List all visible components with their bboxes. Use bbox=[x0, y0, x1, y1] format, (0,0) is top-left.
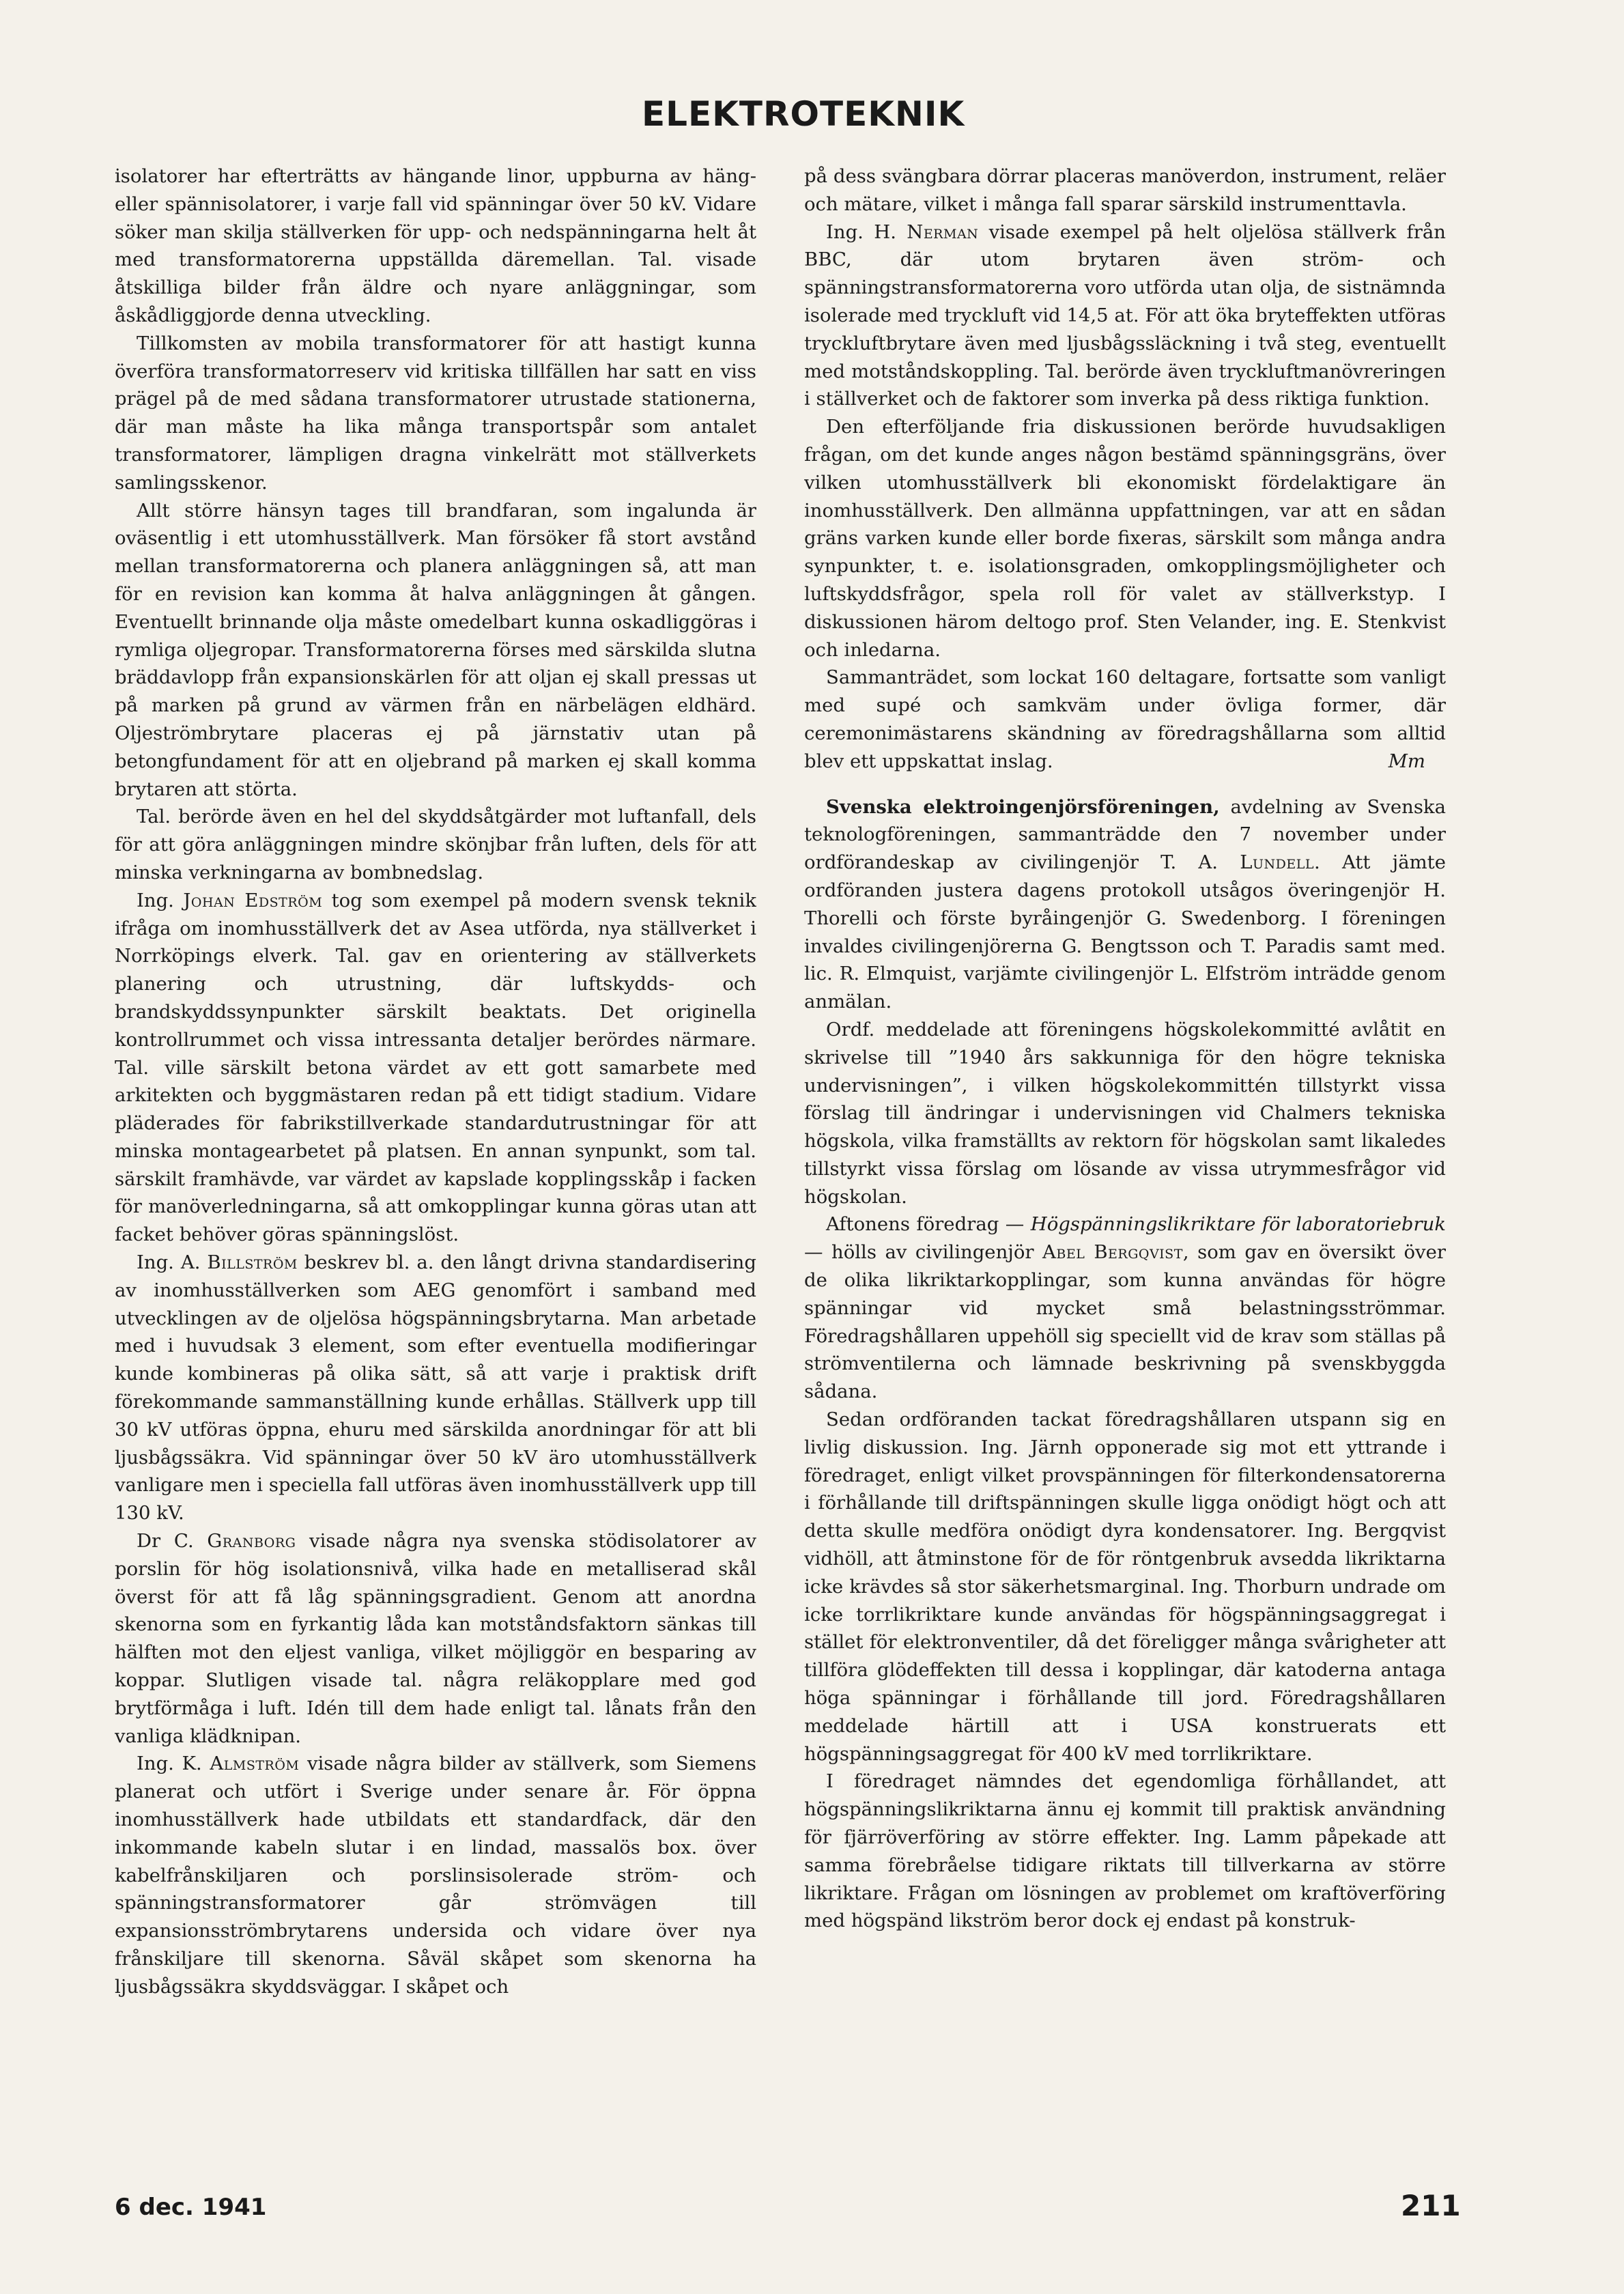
paragraph: Allt större hänsyn tages till brandfaran, som ingalunda är oväsentlig i ett utomhusställverk. Man försöker få stort avstånd mellan transformatorerna och planera anläggningen så, att man för en revision kan komma åt halva anläggningen åt gången. Eventuellt brinnande olja måste omedelbart kunna oskadliggöras i rymliga oljegropar. Transformatorerna förses med särskilda slutna bräddavlopp från expansionskärlen för att oljan ej skall pressas ut på marken på grund av värmen från en närbelägen eldhärd. Oljeströmbrytare placeras ej på järnstativ utan på betongfundament för att en oljebrand på marken ej skall komma brytaren att störta. bbox=[115, 499, 756, 800]
paragraph: på dess svängbara dörrar placeras manöverdon, instrument, reläer och mätare, vilket i många fall sparar särskild instrumenttavla. bbox=[804, 165, 1446, 215]
paragraph: I föredraget nämndes det egendomliga förhållandet, att högspänningslikriktarna ännu ej kommit till praktisk användning för fjärröverföring av större effekter. Ing. Lamm påpekade att samma förebråelse tidigare riktats till tillverkarna av större likriktare. Frågan om lösningen av problemet om kraftöverföring med högspänd likström beror dock ej endast på konstruk- bbox=[804, 1770, 1446, 1932]
paragraph: Den efterföljande fria diskussionen berörde huvudsakligen frågan, om det kunde anges någon bestämd spänningsgräns, över vilken utomhusställverk bli ekonomiskt fördelaktigare än inomhusställverk. Den allmänna uppfattningen, var att en sådan gräns varken kunde eller borde fixeras, särskilt som många andra synpunkter, t. e. isolationsgraden, omkopplingsmöjligheter och luftskyddsfrågor, spela roll för valet av ställverkstyp. I diskussionen härom deltogo prof. Sten Velander, ing. E. Stenkvist och inledarna. bbox=[804, 416, 1446, 661]
person-name: Johan Edström bbox=[183, 889, 323, 911]
paragraph bbox=[115, 1750, 756, 2000]
paragraph bbox=[804, 793, 1446, 1016]
paragraph bbox=[804, 664, 1446, 775]
person-name: Almström bbox=[210, 1753, 300, 1775]
text-run: , som gav en översikt över de olika likriktarkopplingar, som kunna användas för högre spänningar vid mycket små belastningsströmmar. Föredragshållaren uppehöll sig speciellt vid de krav som ställas på strömventilerna och lämnade beskrivning på svenskbyggda sådana. bbox=[804, 1241, 1446, 1403]
paragraph bbox=[115, 887, 756, 1249]
text-run: visade exempel på helt oljelösa ställverk från BBC, där utom brytaren även ström- och spänningstransformatorerna voro utförda utan olja, de sistnämnda isolerade med tryckluft vid 14,5 at. För att öka bryteffekten utföras tryckluftbrytare även med ljusbågssläckning i två steg, eventuellt med motståndskoppling. Tal. berörde även tryckluftmanövreringen i ställverket och de faktorer som inverka på dess riktiga funktion. bbox=[804, 221, 1446, 410]
section-title: ELEKTROTEKNIK bbox=[642, 94, 965, 134]
text-run: avdelning av Svenska teknologföreningen, sammanträdde den 7 november under ordförandeskap av civilingenjör T. A. bbox=[804, 795, 1446, 874]
page-number: 211 bbox=[1401, 2189, 1461, 2222]
text-run: — hölls av civilingenjör bbox=[804, 1241, 1043, 1264]
person-name: Lundell bbox=[1240, 851, 1315, 874]
paragraph bbox=[804, 1210, 1446, 1406]
person-name: Granborg bbox=[207, 1530, 296, 1553]
text-run: Aftonens föredrag — bbox=[826, 1213, 1031, 1236]
text-run: Ing. K. bbox=[137, 1753, 210, 1775]
paragraph: Tillkomsten av mobila transformatorer för att hastigt kunna överföra transformatorreserv vid kritiska tillfällen har satt en viss prägel på de med sådana transformatorer utrustade stationerna, där man måste ha lika många transportspår som antalet transformatorer, lämpligen dragna vinkelrätt mot ställverkets samlingsskenor. bbox=[115, 332, 756, 494]
person-name: Billström bbox=[207, 1251, 298, 1274]
paragraph bbox=[115, 1527, 756, 1750]
text-run: Sammanträdet, som lockat 160 deltagare, fortsatte som vanligt med supé och samkväm under övliga former, där ceremonimästarens skändning av föredragshållarna som alltid blev ett uppskattat inslag. bbox=[804, 666, 1446, 772]
paragraph: Tal. berörde även en hel del skyddsåtgärder mot luftanfall, dels för att göra anläggningen mindre skönjbar från luften, dels för att minska verkningarna av bombnedslag. bbox=[115, 806, 756, 883]
person-name: Nerman bbox=[907, 221, 979, 243]
text-run: Ing. H. bbox=[826, 221, 907, 243]
paragraph: isolatorer har efterträtts av hängande linor, uppburna av häng- eller spännisolatorer, i varje fall vid spänningar över 50 kV. Vidare söker man skilja ställverken för upp- och nedspänningarna helt åt med transformatorerna uppställda däremellan. Tal. visade åtskilliga bilder från äldre och nyare anläggningar, som åskådliggjorde denna utveckling. bbox=[115, 165, 756, 326]
lecture-title: Högspänningslikriktare för laboratoriebruk bbox=[1030, 1213, 1446, 1236]
left-column bbox=[115, 162, 756, 2142]
paragraph bbox=[115, 1249, 756, 1527]
text-run: Ing. bbox=[137, 889, 184, 911]
issue-date: 6 dec. 1941 bbox=[115, 2194, 267, 2221]
text-run: . Att jämte ordföranden justera dagens protokoll utsågos överingenjör H. Thorelli och förste byråingenjör G. Swedenborg. I föreningen invaldes civilingenjörerna G. Bengtsson och T. Paradis samt med. lic. R. Elmquist, varjämte civilingenjör L. Elfström inträdde genom anmälan. bbox=[804, 851, 1446, 1013]
text-run: Dr C. bbox=[137, 1530, 208, 1553]
text-run: visade några bilder av ställverk, som Siemens planerat och utfört i Sverige under senare år. För öppna inomhusställverk hade utbildats ett standardfack, där den inkommande kabeln slutar i en lindad, massalös box. över kabelfrånskiljaren och porslinsisolerade ström- och spänningstransformatorer går strömvägen till expansionsströmbrytarens undersida och vidare över nya frånskiljare till skenorna. Såväl skåpet som skenorna ha ljusbågssäkra skyddsväggar. I skåpet och bbox=[115, 1753, 756, 1998]
author-signature: Mm bbox=[1388, 750, 1425, 772]
right-column bbox=[804, 162, 1446, 2142]
paragraph: Ordf. meddelade att föreningens högskolekommitté avlåtit en skrivelse till ”1940 års sakkunniga för den högre tekniska undervisningen”, i vilken högskolekommittén tillstyrkt vissa förslag till ändringar i undervisningen vid Chalmers tekniska högskola, vilka framställts av rektorn för högskolan samt likaledes tillstyrkt vissa förslag om lösande av vissa utrymmesfrågor vid högskolan. bbox=[804, 1018, 1446, 1208]
lead-heading: Svenska elektroingenjörsföreningen, bbox=[826, 795, 1220, 818]
paragraph bbox=[804, 218, 1446, 414]
person-name: Abel Bergqvist bbox=[1042, 1241, 1183, 1264]
paragraph: Sedan ordföranden tackat föredragshållaren utspann sig en livlig diskussion. Ing. Järnh opponerade sig mot ett yttrande i föredraget, enligt vilket provspänningen för filterkondensatorerna i förhållande till driftspänningen skulle ligga onödigt högt och att detta skulle medföra onödigt dyra kondensatorer. Ing. Bergqvist vidhöll, att åtminstone för de för röntgenbruk avsedda likriktarna icke krävdes så stor säkerhetsmarginal. Ing. Thorburn undrade om icke torrlikriktare kunde användas för högspänningsaggregat i stället för elektronventiler, då det föreligger många svårigheter att tillföra glödeffekten till dessa i kopplingar, där katoderna antaga höga spänningar i förhållande till jord. Föredragshållaren meddelade härtill att i USA konstruerats ett högspänningsaggregat för 400 kV med torrlikriktare. bbox=[804, 1408, 1446, 1765]
text-run: visade några nya svenska stödisolatorer av porslin för hög isolationsnivå, vilka hade en metalliserad skål överst för att få låg spänningsgradient. Genom att anordna skenorna som en fyrkantig låda kan motståndsfaktorn sänkas till hälften mot den eljest vanliga, vilket möjliggör en besparing av koppar. Slutligen visade tal. några reläkopplare med god brytförmåga i luft. Idén till dem hade enligt tal. lånats från den vanliga klädknipan. bbox=[115, 1530, 756, 1747]
text-run: tog som exempel på modern svensk teknik ifråga om inomhusställverk det av Asea utförda, nya ställverket i Norrköpings elverk. Tal. gav en orientering av ställverkets planering och utrustning, där luftskydds- och brandskyddssynpunkter särskilt beaktats. Det originella kontrollrummet och vissa intressanta detaljer berördes närmare. Tal. ville särskilt betona värdet av ett gott samarbete med arkitekten och byggmästaren redan på ett tidigt stadium. Vidare pläderades för fabrikstillverkade standardutrustningar för att minska montagearbetet på platsen. En annan synpunkt, som tal. särskilt framhävde, var värdet av kapslade kopplingsskåp i facken för manöverledningarna, så att omkopplingar kunna göras utan att facket behöver göras spänningslöst. bbox=[115, 889, 756, 1246]
text-run: beskrev bl. a. den långt drivna standardisering av inomhusställverken som AEG genomfört i samband med utvecklingen av de oljelösa högspänningsbrytarna. Man arbetade med i huvudsak 3 element, som efter eventuella modifieringar kunde kombineras på olika sätt, så att varje i praktisk drift förekommande sammanställning kunde erhållas. Ställverk upp till 30 kV utföras öppna, ehuru med särskilda anordningar för att bli ljusbågssäkra. Vid spänningar över 50 kV äro utomhusställverk vanligare men i speciella fall utföras även inomhusställverk upp till 130 kV. bbox=[115, 1251, 756, 1525]
text-run: Ing. A. bbox=[137, 1251, 208, 1274]
